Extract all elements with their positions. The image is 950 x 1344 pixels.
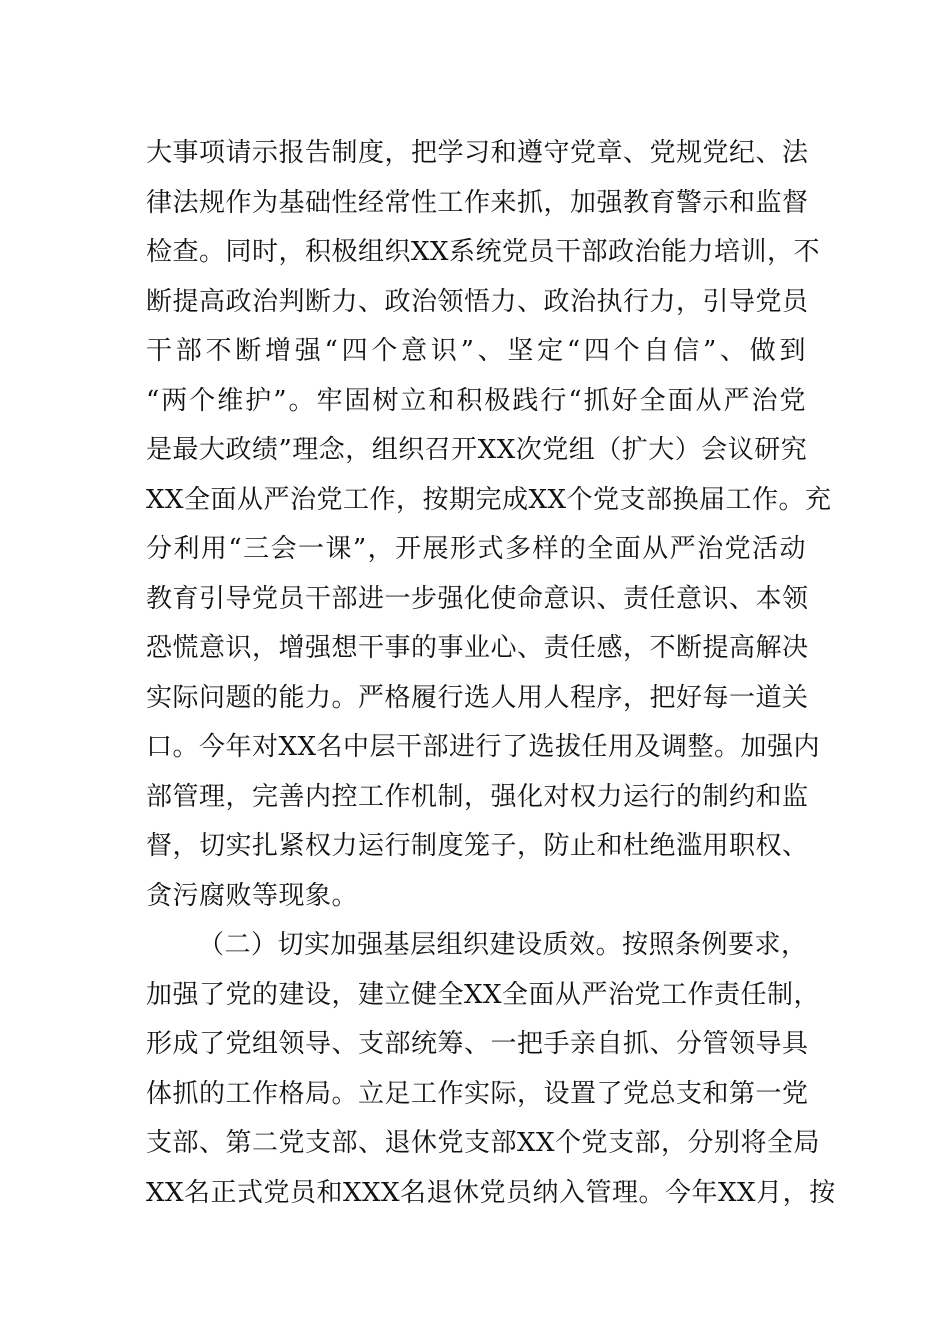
text-line: 实际问题的能力。严格履行选人用人程序，把好每一道关 <box>146 682 809 713</box>
text-line: 部管理，完善内控工作机制，强化对权力运行的制约和监 <box>146 781 809 812</box>
text-line: 大事项请示报告制度，把学习和遵守党章、党规党纪、法 <box>146 138 809 168</box>
text-line: 断提高政治判断力、政治领悟力、政治执行力，引导党员 <box>146 286 809 317</box>
text-line: 律法规作为基础性经常性工作来抓，加强教育警示和监督 <box>146 187 809 218</box>
text-line: “两个维护”。牢固树立和积极践行“抓好全面从严治党 <box>146 385 806 416</box>
text-line: 体抓的工作格局。立足工作实际，设置了党总支和第一党 <box>146 1078 809 1109</box>
text-line: 教育引导党员干部进一步强化使命意识、责任意识、本领 <box>146 583 809 614</box>
section-heading-line: （二）切实加强基层组织建设质效。按照条例要求， <box>198 930 808 960</box>
text-line: 恐慌意识，增强想干事的事业心、责任感，不断提高解决 <box>146 633 809 663</box>
text-line: XX名正式党员和XXX名退休党员纳入管理。今年XX月，按 <box>146 1177 836 1208</box>
text-line: 督，切实扎紧权力运行制度笼子，防止和杜绝滥用职权、 <box>146 831 809 861</box>
text-line: 干部不断增强“四个意识”、坚定“四个自信”、做到 <box>146 336 806 366</box>
text-line: XX全面从严治党工作，按期完成XX个党支部换届工作。充 <box>146 484 832 515</box>
text-line: 支部、第二党支部、退休党支部XX个党支部，分别将全局 <box>146 1128 821 1158</box>
text-line: 口。今年对XX名中层干部进行了选拔任用及调整。加强内 <box>146 732 821 762</box>
text-line: 是最大政绩”理念，组织召开XX次党组（扩大）会议研究 <box>146 435 808 465</box>
text-line: 形成了党组领导、支部统筹、一把手亲自抓、分管领导具 <box>146 1029 809 1059</box>
text-line: 加强了党的建设，建立健全XX全面从严治党工作责任制， <box>146 979 821 1010</box>
text-line: 检查。同时，积极组织XX系统党员干部政治能力培训，不 <box>146 237 821 267</box>
text-line: 贪污腐败等现象。 <box>146 880 359 911</box>
document-body <box>146 129 836 1218</box>
text-line: 分利用“三会一课”，开展形式多样的全面从严治党活动 <box>146 534 806 564</box>
